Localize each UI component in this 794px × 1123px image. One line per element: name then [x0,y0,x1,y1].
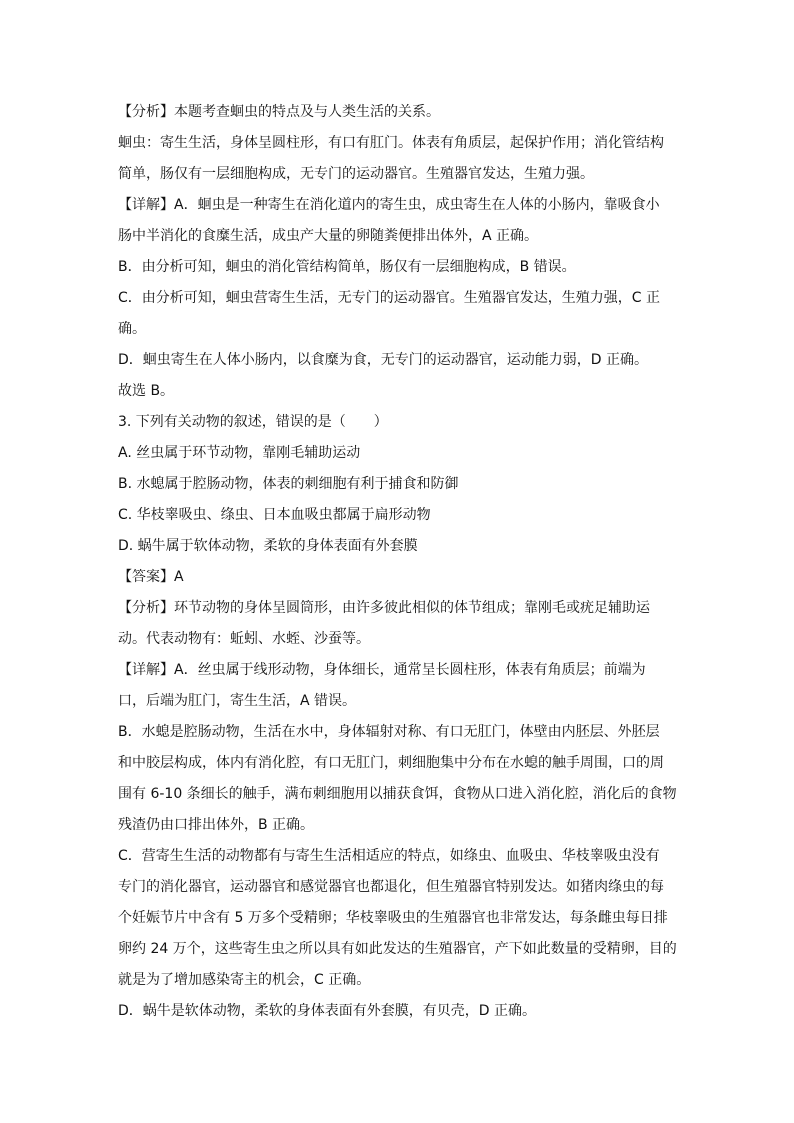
text-line: D．蜗牛是软体动物，柔软的身体表面有外套膜，有贝壳，D 正确。 [118,1003,537,1019]
text-line: 故选 B。 [118,383,175,399]
text-line: 残渣仍由口排出体外，B 正确。 [118,817,315,833]
text-line: 动。代表动物有：蚯蚓、水蛭、沙蚕等。 [118,631,370,647]
text-line: C．营寄生生活的动物都有与寄生生活相适应的特点，如绦虫、血吸虫、华枝睾吸虫没有 [118,848,660,864]
option-d: D. 蜗牛属于软体动物，柔软的身体表面有外套膜 [118,538,418,554]
answer-line: 【答案】A [118,569,184,585]
text-line: 【详解】A．蛔虫是一种寄生在消化道内的寄生虫，成虫寄生在人体的小肠内，靠吸食小 [118,197,660,213]
option-a: A. 丝虫属于环节动物，靠刚毛辅助运动 [118,445,361,461]
text-line: 【分析】环节动物的身体呈圆筒形，由许多彼此相似的体节组成；靠刚毛或疣足辅助运 [118,600,650,616]
text-line: 专门的消化器官，运动器官和感觉器官也都退化，但生殖器官特别发达。如猪肉绦虫的每 [118,879,664,895]
text-line: 个妊娠节片中含有 5 万多个受精卵；华枝睾吸虫的生殖器官也非常发达，每条雌虫每日排 [118,910,668,926]
question-stem: 3. 下列有关动物的叙述，错误的是（ ） [118,414,388,430]
text-line: 围有 6-10 条细长的触手，满布刺细胞用以捕获食饵，食物从口进入消化腔，消化后的食物 [118,786,677,802]
text-line: 和中胶层构成，体内有消化腔，有口无肛门，刺细胞集中分布在水螅的触手周围，口的周 [118,755,664,771]
option-c: C. 华枝睾吸虫、绦虫、日本血吸虫都属于扁形动物 [118,507,431,523]
text-line: 就是为了增加感染寄主的机会，C 正确。 [118,972,371,988]
text-line: C．由分析可知，蛔虫营寄生生活，无专门的运动器官。生殖器官发达，生殖力强，C 正 [118,290,660,306]
text-line: 肠中半消化的食糜生活，成虫产大量的卵随粪便排出体外，A 正确。 [118,228,539,244]
option-b: B. 水螅属于腔肠动物，体表的刺细胞有利于捕食和防御 [118,476,459,492]
text-line: 简单，肠仅有一层细胞构成，无专门的运动器官。生殖器官发达，生殖力强。 [118,166,594,182]
text-line: 确。 [118,321,146,337]
text-line: 蛔虫：寄生生活，身体呈圆柱形，有口有肛门。体表有角质层，起保护作用；消化管结构 [118,135,664,151]
text-line: B．水螅是腔肠动物，生活在水中，身体辐射对称、有口无肛门，体壁由内胚层、外胚层 [118,724,660,740]
document-body [118,97,678,1027]
text-line: D．蛔虫寄生在人体小肠内，以食糜为食，无专门的运动器官，运动能力弱，D 正确。 [118,352,649,368]
text-line: 【分析】本题考查蛔虫的特点及与人类生活的关系。 [118,104,440,120]
text-line: 口，后端为肛门，寄生生活，A 错误。 [118,693,357,709]
text-line: 卵约 24 万个，这些寄生虫之所以具有如此发达的生殖器官，产下如此数量的受精卵，目的 [118,941,677,957]
text-line: B．由分析可知，蛔虫的消化管结构简单，肠仅有一层细胞构成，B 错误。 [118,259,576,275]
text-line: 【详解】A．丝虫属于线形动物，身体细长，通常呈长圆柱形，体表有角质层；前端为 [118,662,646,678]
